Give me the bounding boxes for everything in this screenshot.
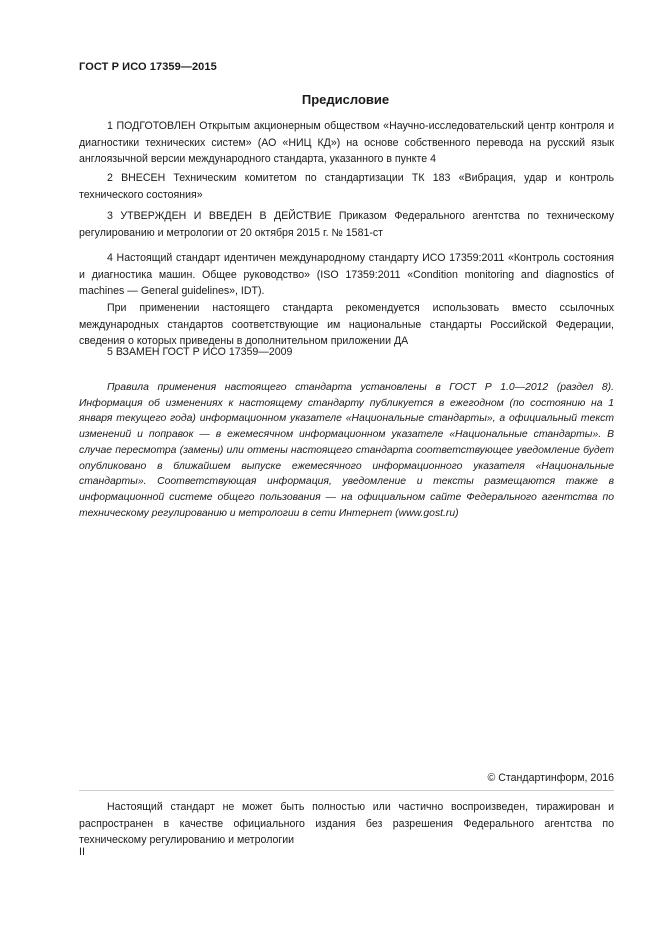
page-number: II <box>79 846 85 858</box>
paragraph-identical-standard: 4 Настоящий стандарт идентичен международному стандарту ИСО 17359:2011 «Контроль состояния и диагностика машин. Общее руководство» (ISO 17359:2011 «Condition monitoring and diagnostics of machines — General guidelines», IDT). <box>79 252 614 297</box>
reproduction-notice: Настоящий стандарт не может быть полностью или частично воспроизведен, тиражирован и распространен в качестве официального издания без разрешения Федерального агентства по техническому регулированию и метрологии <box>79 801 614 846</box>
paragraph-introduced-by: 2 ВНЕСЕН Техническим комитетом по стандартизации ТК 183 «Вибрация, удар и контроль технического состояния» <box>79 172 614 201</box>
paragraph-approved: 3 УТВЕРЖДЕН И ВВЕДЕН В ДЕЙСТВИЕ Приказом Федерального агентства по техническому регулированию и метрологии от 20 октября 2015 г. № 1581-ст <box>79 210 614 239</box>
application-rules-notice: Правила применения настоящего стандарта установлены в ГОСТ Р 1.0—2012 (раздел 8). Информация об изменениях к настоящему стандарту публикуется в ежегодном (по состоянию на 1 января текущего года) информационном указателе «Национальные стандарты», а официальный текст изменений и поправок — в ежемесячном информационном указателе «Национальные стандарты». В случае пересмотра (замены) или отмены настоящего стандарта соответствующее уведомление будет опубликовано в ближайшем выпуске ежемесячного информационного указателя «Национальные стандарты». Соответствующая информация, уведомление и тексты размещаются также в информационной системе общего пользования — на официальном сайте Федерального агентства по техническому регулированию и метрологии в сети Интернет (www.gost.ru) <box>79 382 614 519</box>
divider <box>79 790 614 791</box>
paragraph-reference-note: При применении настоящего стандарта рекомендуется использовать вместо ссылочных международных стандартов соответствующие им национальные стандарты Российской Федерации, сведения о которых приведены в дополнительном приложении ДА <box>79 302 614 347</box>
copyright-line: © Стандартинформ, 2016 <box>487 772 614 784</box>
document-id-header: ГОСТ Р ИСО 17359—2015 <box>79 61 217 73</box>
paragraph-prepared-by: 1 ПОДГОТОВЛЕН Открытым акционерным обществом «Научно-исследовательский центр контроля и диагностики технических систем» (АО «НИЦ КД») на основе собственного перевода на русский язык англоязычной версии международного стандарта, указанного в пункте 4 <box>79 120 614 165</box>
paragraph-replaces: 5 ВЗАМЕН ГОСТ Р ИСО 17359—2009 <box>107 346 293 358</box>
page-title: Предисловие <box>301 92 390 107</box>
